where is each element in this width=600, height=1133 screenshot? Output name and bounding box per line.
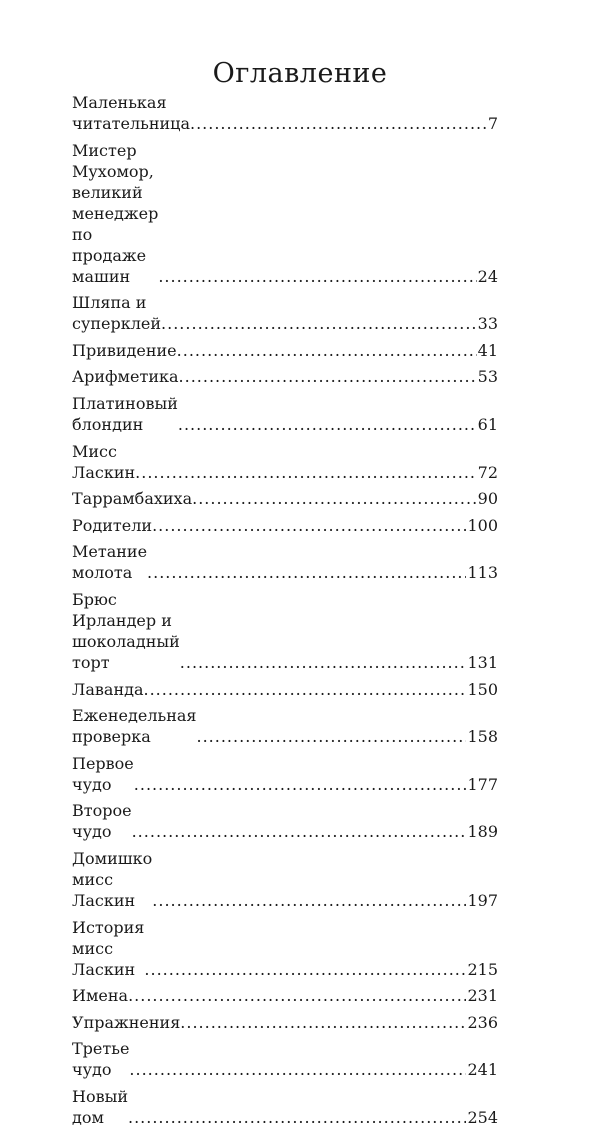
toc-entry-title: Мисс Ласкин bbox=[72, 441, 136, 482]
toc-entry[interactable] bbox=[72, 541, 498, 583]
page-title: Оглавление bbox=[212, 58, 388, 90]
toc-dot-leader bbox=[134, 774, 467, 795]
toc-entry-page-number: 177 bbox=[467, 774, 498, 794]
toc-dot-leader bbox=[128, 985, 466, 1006]
toc-entry-title: Домишко мисс Ласкин bbox=[72, 848, 153, 910]
toc-entry[interactable] bbox=[72, 985, 498, 1006]
toc-entry[interactable] bbox=[72, 1038, 498, 1080]
toc-entry-title: Второе чудо bbox=[72, 801, 132, 842]
toc-dot-leader bbox=[158, 266, 476, 287]
toc-entry-page-number: 41 bbox=[477, 340, 498, 360]
toc-entry-page-number: 7 bbox=[487, 114, 498, 133]
toc-dot-leader bbox=[177, 340, 477, 361]
toc-entry-page-number: 189 bbox=[467, 822, 498, 842]
toc-entry-title-wrap bbox=[72, 1086, 466, 1128]
toc-entry-page-number: 150 bbox=[467, 679, 498, 699]
toc-entry[interactable] bbox=[72, 1086, 498, 1128]
toc-entry-title: Метание молота bbox=[72, 542, 148, 583]
toc-entry-title: Родители bbox=[72, 515, 153, 535]
toc-dot-leader bbox=[161, 313, 477, 334]
toc-dot-leader bbox=[147, 562, 466, 583]
toc-dot-leader bbox=[129, 1059, 466, 1080]
toc-entry[interactable] bbox=[72, 515, 498, 536]
toc-entry[interactable] bbox=[72, 292, 498, 334]
toc-dot-leader bbox=[190, 113, 487, 134]
toc-entry[interactable] bbox=[72, 366, 498, 387]
toc-entry[interactable] bbox=[72, 92, 498, 134]
toc-entry[interactable] bbox=[72, 441, 498, 483]
toc-entry-page-number: 197 bbox=[467, 890, 498, 910]
toc-entry-title: Арифметика bbox=[72, 367, 179, 387]
toc-entry[interactable] bbox=[72, 393, 498, 435]
toc-entry[interactable] bbox=[72, 340, 498, 361]
toc-entry-title-wrap bbox=[72, 985, 466, 1006]
toc-entry-page-number: 61 bbox=[477, 414, 498, 434]
toc-entry-page-number: 72 bbox=[477, 462, 498, 482]
toc-entry-title-wrap bbox=[72, 705, 466, 747]
toc-entry-title-wrap bbox=[72, 1038, 466, 1080]
toc-entry-title-wrap bbox=[72, 679, 466, 700]
toc-entry-page-number: 33 bbox=[477, 314, 498, 334]
toc-entry-title: Мистер Мухомор, великий менеджер по продаже машин bbox=[72, 140, 159, 286]
toc-entry[interactable] bbox=[72, 848, 498, 911]
toc-entry-title: Шляпа и суперклей bbox=[72, 293, 162, 334]
toc-entry[interactable] bbox=[72, 140, 498, 287]
toc-dot-leader bbox=[144, 679, 467, 700]
toc-dot-leader bbox=[178, 414, 477, 435]
toc-entry-title: Привидение bbox=[72, 340, 177, 360]
toc-dot-leader bbox=[152, 890, 466, 911]
toc-dot-leader bbox=[152, 515, 466, 536]
toc-entry-title-wrap bbox=[72, 140, 477, 287]
toc-entry[interactable] bbox=[72, 753, 498, 795]
toc-entry-title: Третье чудо bbox=[72, 1039, 130, 1080]
toc-entry-title: Еженедельная проверка bbox=[72, 706, 197, 747]
toc-entry-title-wrap bbox=[72, 515, 466, 536]
toc-entry-title-wrap bbox=[72, 753, 466, 795]
toc-dot-leader bbox=[180, 1012, 466, 1033]
toc-entry-title: Упражнения bbox=[72, 1012, 181, 1032]
toc-entry-title-wrap bbox=[72, 393, 477, 435]
toc-entry-title: Имена bbox=[72, 986, 129, 1006]
toc-entry-page-number: 236 bbox=[467, 1012, 498, 1032]
toc-entry-page-number: 254 bbox=[467, 1107, 498, 1127]
toc-entry[interactable] bbox=[72, 679, 498, 700]
toc-dot-leader bbox=[132, 821, 467, 842]
toc-entry[interactable] bbox=[72, 589, 498, 673]
toc-entry-page-number: 215 bbox=[467, 959, 498, 979]
toc-entry-title: Первое чудо bbox=[72, 753, 134, 794]
toc-entry-title-wrap bbox=[72, 589, 466, 673]
toc-entry-page-number: 24 bbox=[477, 266, 498, 286]
toc-entry-title-wrap bbox=[72, 292, 477, 334]
toc-entry[interactable] bbox=[72, 1012, 498, 1033]
toc-entry-title: История мисс Ласкин bbox=[72, 917, 145, 979]
toc-dot-leader bbox=[128, 1107, 466, 1128]
toc-entry-page-number: 113 bbox=[467, 563, 498, 583]
toc-entry[interactable] bbox=[72, 800, 498, 842]
toc-entry-page-number: 241 bbox=[467, 1060, 498, 1080]
toc-entry-title: Брюс Ирландер и шоколадный торт bbox=[72, 589, 180, 672]
toc-dot-leader bbox=[180, 652, 467, 673]
toc-entry-page-number: 100 bbox=[467, 515, 498, 535]
toc-dot-leader bbox=[192, 488, 477, 509]
toc-entry-title-wrap bbox=[72, 800, 466, 842]
toc-entry-page-number: 158 bbox=[467, 727, 498, 747]
toc-entry-title-wrap bbox=[72, 340, 477, 361]
toc-entry-title: Новый дом bbox=[72, 1086, 128, 1127]
toc-entry-title: Таррамбахиха bbox=[72, 489, 193, 509]
toc-entry-title: Лаванда bbox=[72, 679, 144, 699]
toc-entry-title-wrap bbox=[72, 488, 477, 509]
toc-entry-page-number: 90 bbox=[477, 489, 498, 509]
toc-entry-title: Маленькая читательница bbox=[72, 93, 190, 133]
toc-entry-page-number: 231 bbox=[467, 986, 498, 1006]
toc-entry[interactable] bbox=[72, 705, 498, 747]
toc-dot-leader bbox=[179, 366, 477, 387]
toc-entry-title-wrap bbox=[72, 541, 466, 583]
toc-entry-page-number: 53 bbox=[477, 367, 498, 387]
toc-entry-title-wrap bbox=[72, 366, 477, 387]
toc-entry-page-number: 131 bbox=[467, 652, 498, 672]
toc-entry-title-wrap bbox=[72, 441, 477, 483]
toc-dot-leader bbox=[197, 726, 467, 747]
toc-entry[interactable] bbox=[72, 488, 498, 509]
toc-entry-title-wrap bbox=[72, 1012, 466, 1033]
toc-entry[interactable] bbox=[72, 917, 498, 980]
toc-entry-title-wrap bbox=[72, 92, 487, 134]
toc-entry-title: Платиновый блондин bbox=[72, 393, 178, 434]
toc-entry-title-wrap bbox=[72, 848, 466, 911]
toc-dot-leader bbox=[135, 462, 476, 483]
toc-dot-leader bbox=[144, 959, 466, 980]
table-of-contents bbox=[72, 92, 498, 1133]
toc-entry-title-wrap bbox=[72, 917, 466, 980]
